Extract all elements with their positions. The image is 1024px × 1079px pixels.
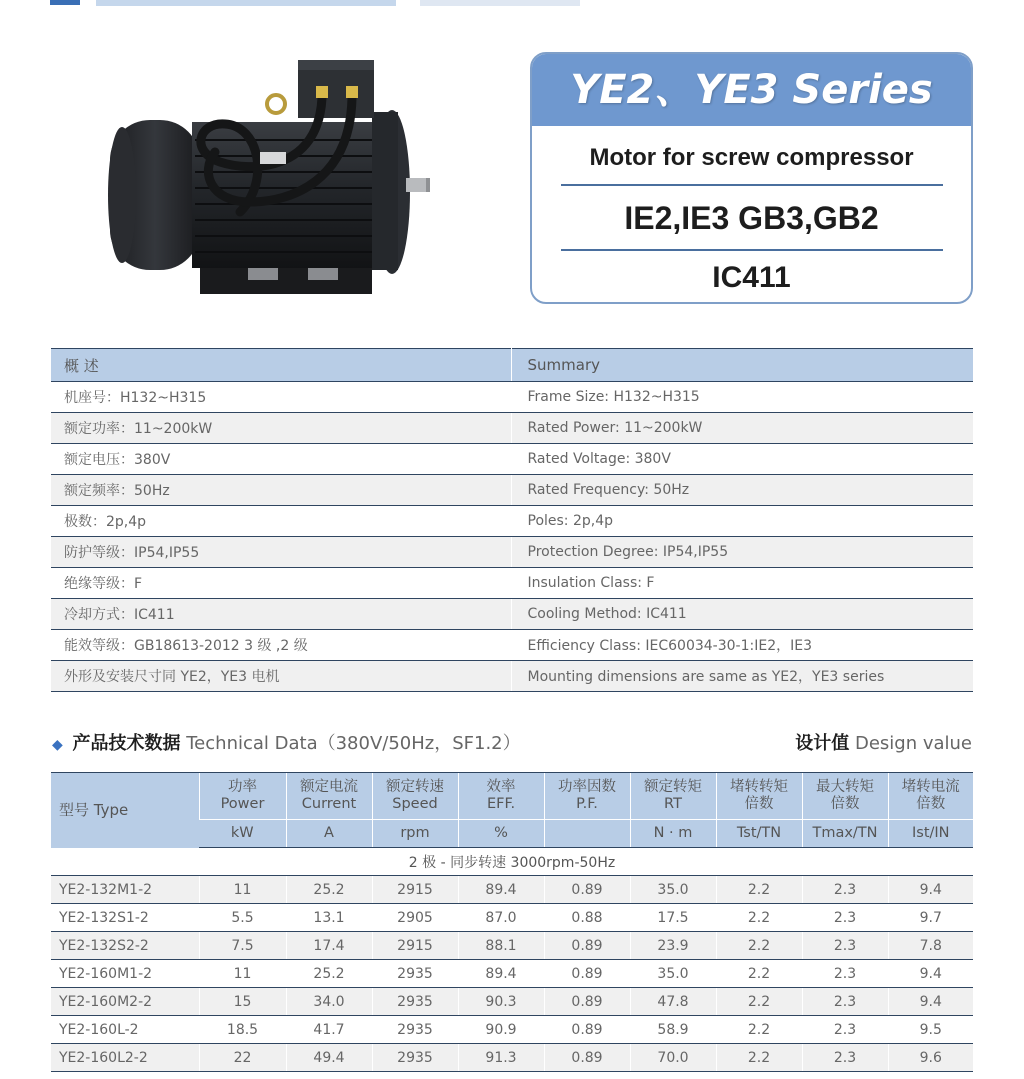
value-cell: 0.89 (544, 960, 630, 988)
model-cell: YE2-160L2-2 (51, 1044, 199, 1072)
value-cell: 35.0 (630, 876, 716, 904)
summary-cell-en: Poles: 2p,4p (511, 506, 973, 537)
value-cell: 17.4 (286, 932, 372, 960)
summary-cell-en: Frame Size: H132~H315 (511, 382, 973, 413)
summary-cell-cn: 冷却方式：IC411 (51, 599, 511, 630)
value-cell: 7.5 (199, 932, 286, 960)
value-cell: 2.2 (716, 1016, 802, 1044)
summary-row (51, 413, 973, 444)
column-header-en: 倍数 (916, 796, 946, 812)
value-cell: 25.2 (286, 876, 372, 904)
motor-product-image (100, 52, 440, 302)
table-row (51, 876, 973, 904)
column-header (286, 773, 372, 820)
column-header-en: 倍数 (830, 796, 860, 812)
column-header-en: Current (301, 796, 357, 812)
series-standards: IE2,IE3 GB3,GB2 (624, 200, 879, 236)
value-cell: 2935 (372, 960, 458, 988)
value-cell: 2.3 (802, 1016, 888, 1044)
summary-cell-en: Rated Voltage: 380V (511, 444, 973, 475)
value-cell: 9.4 (888, 960, 973, 988)
value-cell: 9.5 (888, 1016, 973, 1044)
column-unit: % (458, 820, 544, 848)
value-cell: 87.0 (458, 904, 544, 932)
value-cell: 9.4 (888, 988, 973, 1016)
value-cell: 13.1 (286, 904, 372, 932)
column-unit: kW (199, 820, 286, 848)
value-cell: 7.8 (888, 932, 973, 960)
column-header (458, 773, 544, 820)
value-cell: 89.4 (458, 960, 544, 988)
value-cell: 70.0 (630, 1044, 716, 1072)
value-cell: 88.1 (458, 932, 544, 960)
series-cooling-code: IC411 (712, 261, 791, 294)
summary-row (51, 475, 973, 506)
column-unit: Ist/IN (888, 820, 973, 848)
column-header-cn: 堵转电流 (901, 779, 960, 795)
value-cell: 47.8 (630, 988, 716, 1016)
column-header-cn: 最大转矩 (816, 779, 874, 795)
model-cell: YE2-160L-2 (51, 1016, 199, 1044)
summary-cell-cn: 额定频率：50Hz (51, 475, 511, 506)
column-unit: N · m (630, 820, 716, 848)
value-cell: 0.89 (544, 1016, 630, 1044)
value-cell: 15 (199, 988, 286, 1016)
summary-cell-en: Rated Frequency: 50Hz (511, 475, 973, 506)
summary-cell-en: Mounting dimensions are same as YE2，YE3 series (511, 661, 973, 692)
summary-row (51, 568, 973, 599)
technical-data-heading (52, 729, 521, 755)
summary-cell-cn: 额定功率：11~200kW (51, 413, 511, 444)
summary-row (51, 661, 973, 692)
series-divider-1 (561, 184, 943, 186)
column-header-en: Power (220, 796, 265, 812)
column-unit: Tmax/TN (802, 820, 888, 848)
column-header-cn: 额定转矩 (644, 779, 702, 795)
summary-header-en: Summary (511, 349, 973, 382)
top-cropped-heading-tail (420, 0, 580, 6)
summary-header-row (51, 349, 973, 382)
summary-row (51, 382, 973, 413)
value-cell: 0.89 (544, 1044, 630, 1072)
column-header (199, 773, 286, 820)
value-cell: 9.6 (888, 1044, 973, 1072)
column-header-en: 倍数 (744, 796, 774, 812)
column-header (888, 773, 973, 820)
summary-table (51, 348, 973, 692)
value-cell: 49.4 (286, 1044, 372, 1072)
summary-row (51, 444, 973, 475)
value-cell: 2935 (372, 1044, 458, 1072)
value-cell: 90.9 (458, 1016, 544, 1044)
summary-row (51, 537, 973, 568)
summary-cell-en: Rated Power: 11~200kW (511, 413, 973, 444)
model-cell: YE2-132S1-2 (51, 904, 199, 932)
diamond-bullet-icon: ◆ (52, 737, 63, 753)
column-unit: rpm (372, 820, 458, 848)
summary-row (51, 599, 973, 630)
value-cell: 22 (199, 1044, 286, 1072)
summary-cell-en: Protection Degree: IP54,IP55 (511, 537, 973, 568)
summary-cell-cn: 防护等级：IP54,IP55 (51, 537, 511, 568)
column-header-en: Speed (392, 796, 438, 812)
value-cell: 0.89 (544, 876, 630, 904)
value-cell: 11 (199, 876, 286, 904)
value-cell: 18.5 (199, 1016, 286, 1044)
column-header (544, 773, 630, 820)
value-cell: 2935 (372, 1016, 458, 1044)
column-header-cn: 效率 (486, 779, 516, 795)
top-decorative-bar (0, 0, 1024, 8)
series-title: YE2、YE3 Series (532, 54, 971, 126)
value-cell: 89.4 (458, 876, 544, 904)
value-cell: 5.5 (199, 904, 286, 932)
column-header-cn: 堵转转矩 (730, 779, 788, 795)
value-cell: 2.2 (716, 1044, 802, 1072)
pole-group-label: 2 极 - 同步转速 3000rpm-50Hz (51, 848, 973, 876)
column-unit: Tst/TN (716, 820, 802, 848)
table-row (51, 932, 973, 960)
technical-title-en: Technical Data（380V/50Hz，SF1.2） (186, 733, 521, 754)
column-unit (544, 820, 630, 848)
summary-cell-en: Efficiency Class: IEC60034-30-1:IE2，IE3 (511, 630, 973, 661)
summary-cell-cn: 极数：2p,4p (51, 506, 511, 537)
value-cell: 0.88 (544, 904, 630, 932)
column-header (630, 773, 716, 820)
value-cell: 9.7 (888, 904, 973, 932)
column-header (716, 773, 802, 820)
design-value-cn: 设计值 (795, 733, 850, 754)
column-header-cn: 额定电流 (300, 779, 358, 795)
column-unit: A (286, 820, 372, 848)
summary-cell-en: Cooling Method: IC411 (511, 599, 973, 630)
value-cell: 25.2 (286, 960, 372, 988)
column-header (372, 773, 458, 820)
column-header-en: RT (664, 796, 682, 812)
series-subtitle: Motor for screw compressor (589, 144, 914, 171)
value-cell: 2.3 (802, 1044, 888, 1072)
model-cell: YE2-132S2-2 (51, 932, 199, 960)
value-cell: 2.3 (802, 988, 888, 1016)
value-cell: 91.3 (458, 1044, 544, 1072)
value-cell: 2.2 (716, 960, 802, 988)
table-row (51, 1016, 973, 1044)
summary-cell-cn: 绝缘等级：F (51, 568, 511, 599)
summary-cell-cn: 额定电压：380V (51, 444, 511, 475)
value-cell: 17.5 (630, 904, 716, 932)
value-cell: 2.2 (716, 988, 802, 1016)
value-cell: 23.9 (630, 932, 716, 960)
table-row (51, 1044, 973, 1072)
value-cell: 2.3 (802, 960, 888, 988)
top-cropped-heading (96, 0, 396, 6)
value-cell: 2.2 (716, 932, 802, 960)
table-row (51, 960, 973, 988)
value-cell: 11 (199, 960, 286, 988)
summary-cell-en: Insulation Class: F (511, 568, 973, 599)
table-row (51, 904, 973, 932)
technical-data-table (51, 772, 973, 1072)
column-header-en: P.F. (576, 796, 598, 812)
value-cell: 2.3 (802, 904, 888, 932)
summary-cell-cn: 外形及安装尺寸同 YE2，YE3 电机 (51, 661, 511, 692)
column-header-en: EFF. (486, 796, 516, 812)
technical-title-cn: 产品技术数据 (72, 733, 181, 754)
table-row (51, 988, 973, 1016)
series-info-box (530, 52, 973, 304)
model-cell: YE2-160M1-2 (51, 960, 199, 988)
design-value-label (795, 729, 972, 755)
summary-cell-cn: 能效等级：GB18613-2012 3 级 ,2 级 (51, 630, 511, 661)
model-cell: YE2-160M2-2 (51, 988, 199, 1016)
value-cell: 0.89 (544, 988, 630, 1016)
value-cell: 35.0 (630, 960, 716, 988)
pole-group-row (51, 848, 973, 876)
series-divider-2 (561, 249, 943, 251)
model-cell: YE2-132M1-2 (51, 876, 199, 904)
value-cell: 2935 (372, 988, 458, 1016)
value-cell: 2.2 (716, 876, 802, 904)
column-header (802, 773, 888, 820)
design-value-en: Design value (854, 733, 972, 754)
summary-cell-cn: 机座号：H132~H315 (51, 382, 511, 413)
value-cell: 2905 (372, 904, 458, 932)
value-cell: 2.3 (802, 932, 888, 960)
value-cell: 34.0 (286, 988, 372, 1016)
value-cell: 90.3 (458, 988, 544, 1016)
value-cell: 41.7 (286, 1016, 372, 1044)
column-header-cn: 功率 (228, 779, 257, 795)
value-cell: 9.4 (888, 876, 973, 904)
top-accent-mark (50, 0, 80, 5)
summary-row (51, 506, 973, 537)
model-type-header: 型号 Type (51, 773, 199, 848)
value-cell: 0.89 (544, 932, 630, 960)
summary-row (51, 630, 973, 661)
value-cell: 2.3 (802, 876, 888, 904)
value-cell: 2915 (372, 876, 458, 904)
value-cell: 2.2 (716, 904, 802, 932)
value-cell: 58.9 (630, 1016, 716, 1044)
value-cell: 2915 (372, 932, 458, 960)
data-header-row (51, 773, 973, 820)
summary-header-cn: 概 述 (51, 349, 511, 382)
column-header-cn: 额定转速 (386, 779, 444, 795)
column-header-cn: 功率因数 (558, 779, 616, 795)
